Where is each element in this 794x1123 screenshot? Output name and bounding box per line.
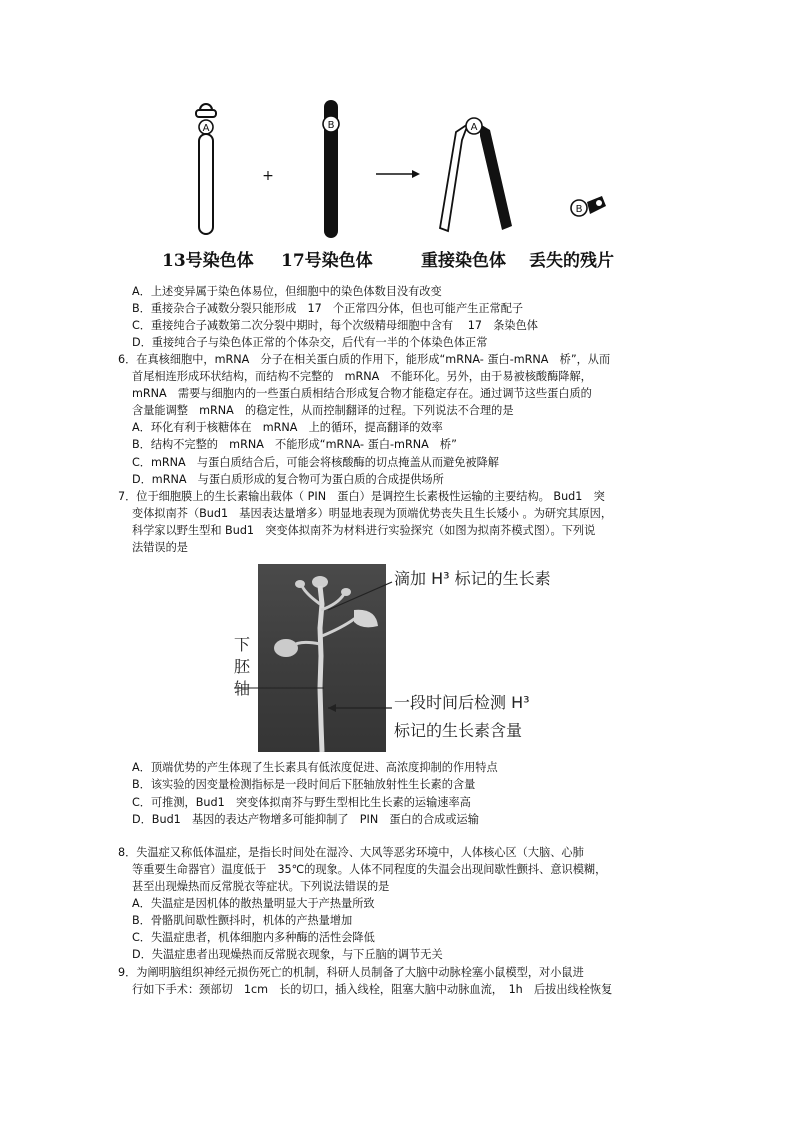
q7-stem-line-4: 法错误的是 [132,541,188,554]
label-detect-line-2: 标记的生长素含量 [394,721,523,740]
q6-option-c: C．mRNA 与蛋白质结合后，可能会将核酸酶的切点掩盖从而避免被降解 [132,456,499,469]
fragment-centromere-label: B [575,204,583,215]
caption-chromosome-17: 17号染色体 [281,251,373,271]
q7-option-b: B．该实验的因变量检测指标是一段时间后下胚轴放射性生长素的含量 [132,778,476,791]
q8-option-c: C．失温症患者，机体细胞内多种酶的活性会降低 [132,931,375,944]
hypocotyl-char-3: 轴 [234,679,251,698]
q7-stem-line-1: 7．位于细胞膜上的生长素输出载体（ PIN 蛋白）是调控生长素极性运输的主要结构。 Bud1 突 [118,490,605,503]
arabidopsis-figure [232,562,584,754]
q6-option-a: A．环化有利于核糖体在 mRNA 上的循环，提高翻译的效率 [132,421,443,434]
transform-arrow [376,170,420,178]
q8-stem-line-2: 等重要生命器官）温度低于 35℃的现象。人体不同程度的失温会出现间歇性颤抖、意识模糊， [132,863,607,876]
label-detect-line-1: 一段时间后检测 H³ [394,693,530,712]
q5-option-c: C．重接纯合子减数第二次分裂中期时，每个次级精母细胞中含有 17 条染色体 [132,319,538,332]
q7-option-d: D．Bud1 基因的表达产物增多可能抑制了 PIN 蛋白的合成或运输 [132,813,479,826]
chromosome-diagram [150,90,650,240]
q7-stem-line-2: 变体拟南芥（Bud1 基因表达量增多）明显地表现为顶端优势丧失且生长矮小 。为研究其原因， [132,507,613,520]
q9-stem-line-2: 行如下手术：颈部切 1cm 长的切口，插入线栓，阻塞大脑中动脉血流， 1h 后拔出线栓恢复 [132,983,613,996]
q6-stem-line-4: 含量能调整 mRNA 的稳定性，从而控制翻译的过程。下列说法不合理的是 [132,404,514,417]
q6-stem-line-2: 首尾相连形成环状结构，而结构不完整的 mRNA 不能环化。另外，由于易被核酸酶降解， [132,370,592,383]
centromere-label-b: B [327,120,335,131]
q8-option-d: D．失温症患者出现燥热而反常脱衣现象，与下丘脑的调节无关 [132,948,443,961]
caption-chromosome-13: 13号染色体 [162,251,254,271]
label-apply-auxin: 滴加 H³ 标记的生长素 [394,569,551,588]
q6-option-d: D．mRNA 与蛋白质形成的复合物可为蛋白质的合成提供场所 [132,473,444,486]
plus-sign: + [262,168,274,184]
centromere-label-a: A [202,123,210,134]
caption-lost-fragment: 丢失的残片 [529,251,614,271]
q5-option-d: D．重接纯合子与染色体正常的个体杂交，后代有一半的个体染色体正常 [132,336,488,349]
q8-stem-line-1: 8．失温症又称低体温症，是指长时间处在湿冷、大风等恶劣环境中，人体核心区（大脑、心肺 [118,846,584,859]
hypocotyl-char-2: 胚 [234,657,251,676]
q5-option-a: A．上述变异属于染色体易位，但细胞中的染色体数目没有改变 [132,285,442,298]
q7-option-a: A．顶端优势的产生体现了生长素具有低浓度促进、高浓度抑制的作用特点 [132,761,498,774]
q7-option-c: C．可推测，Bud1 突变体拟南芥与野生型相比生长素的运输速率高 [132,796,471,809]
q8-option-b: B．骨骼肌间歇性颤抖时，机体的产热量增加 [132,914,353,927]
caption-rejoined: 重接染色体 [421,251,506,271]
hypocotyl-char-1: 下 [234,635,251,654]
q6-stem-line-3: mRNA 需要与细胞内的一些蛋白质相结合形成复合物才能稳定存在。通过调节这些蛋白质的 [132,387,592,400]
q8-option-a: A．失温症是因机体的散热量明显大于产热量所致 [132,897,375,910]
label-hypocotyl [234,634,252,700]
q9-stem-line-1: 9．为阐明脑组织神经元损伤死亡的机制，科研人员制备了大脑中动脉栓塞小鼠模型，对小鼠进 [118,966,584,979]
q6-stem-line-1: 6．在真核细胞中，mRNA 分子在相关蛋白质的作用下，能形成“mRNA- 蛋白-mRNA 桥”，从而 [118,353,611,366]
rejoined-chromosome [440,118,512,231]
rejoined-centromere-label: A [470,122,478,133]
q6-option-b: B．结构不完整的 mRNA 不能形成“mRNA- 蛋白-mRNA 桥” [132,438,457,451]
q8-stem-line-3: 甚至出现燥热而反常脱衣等症状。下列说法错误的是 [132,880,390,893]
q7-stem-line-3: 科学家以野生型和 Bud1 突变体拟南芥为材料进行实验探究（如图为拟南芥模式图）。下列说 [132,524,596,537]
q5-option-b: B．重接杂合子减数分裂只能形成 17 个正常四分体，但也可能产生正常配子 [132,302,524,315]
